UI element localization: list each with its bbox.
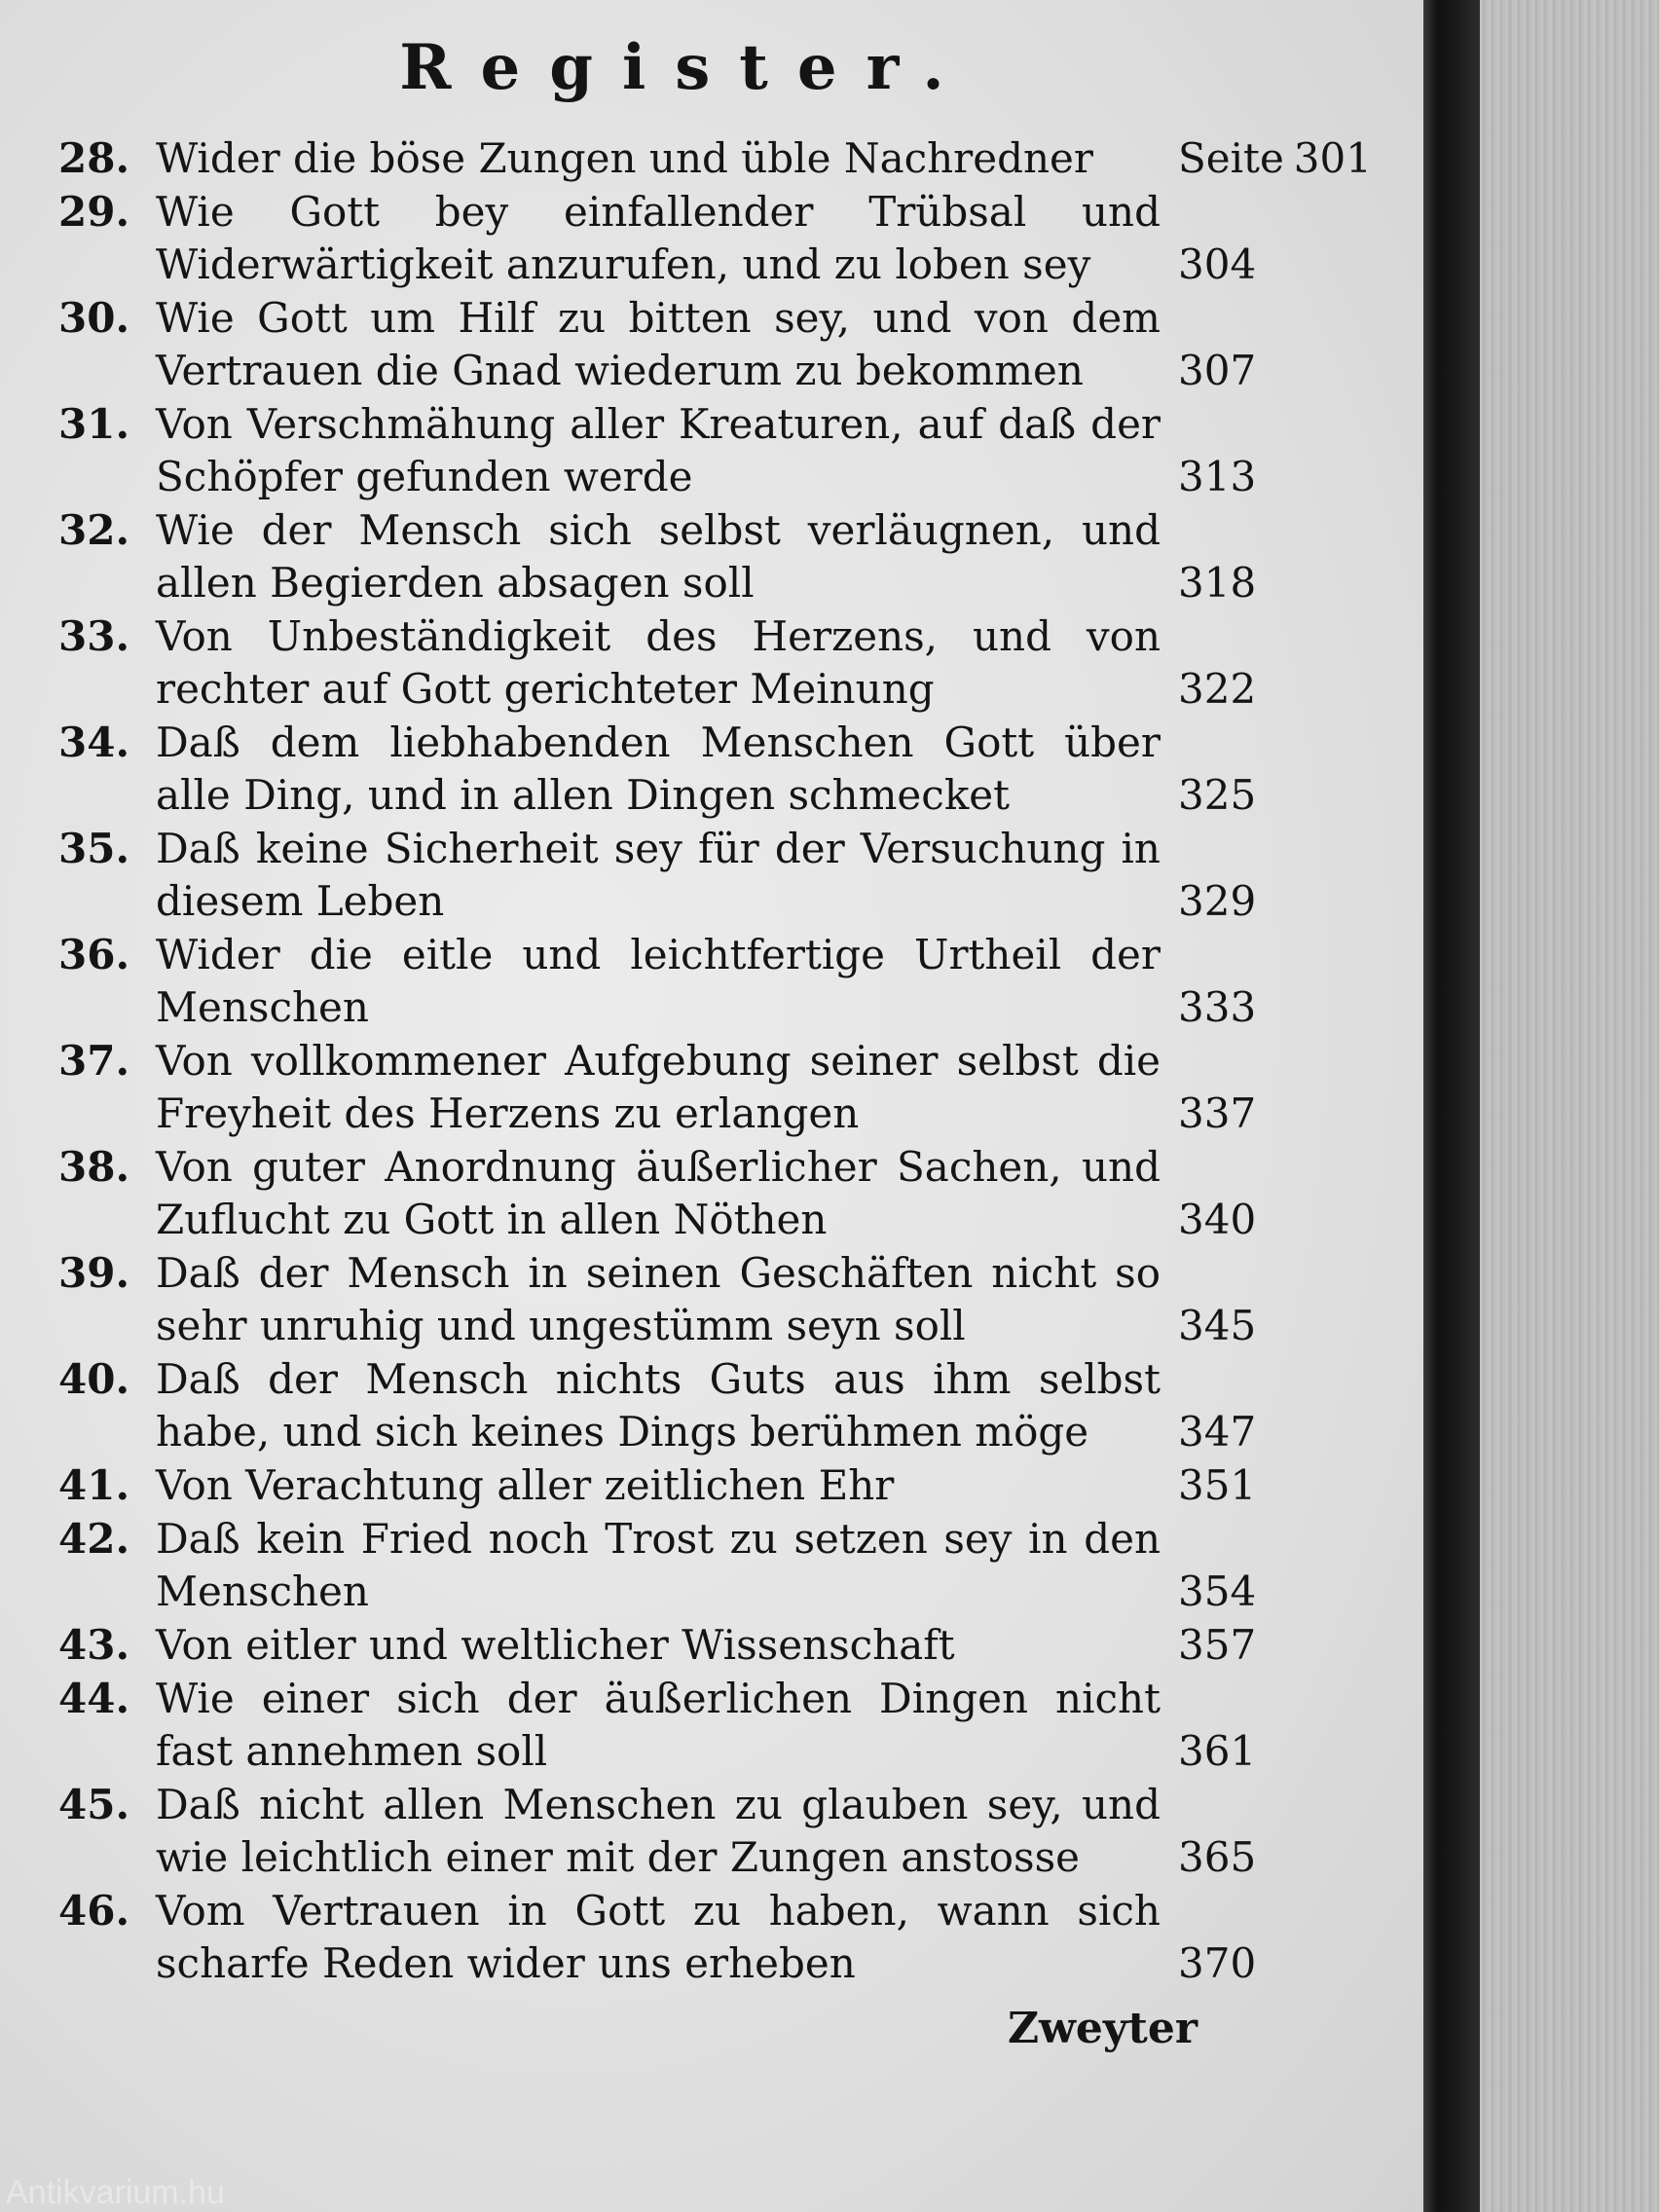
entry-number: 44. <box>58 1675 130 1722</box>
entry-number: 38. <box>58 1143 130 1191</box>
entry-text: Von eitler und weltlicher Wissenschaft <box>156 1621 955 1669</box>
page-number: 313 <box>1178 453 1257 500</box>
page-title: Register. <box>399 31 974 104</box>
entry-number: 39. <box>58 1249 130 1297</box>
entry-number: 29. <box>58 188 130 236</box>
entry-number: 43. <box>58 1621 130 1669</box>
register-list <box>58 132 1372 1990</box>
entry-text: Wider die böse Zungen und üble Nachredner <box>156 134 1093 182</box>
register-entry <box>58 1035 1256 1140</box>
entry-text: Von vollkommener Aufgebung seiner selbst die Freyheit des Herzens zu erlangen <box>156 1037 1161 1137</box>
register-entry <box>58 1141 1256 1246</box>
page-number: 365 <box>1178 1833 1257 1881</box>
page-number: 333 <box>1178 983 1257 1031</box>
page-number: 329 <box>1178 877 1257 925</box>
page-number: 337 <box>1178 1089 1257 1137</box>
register-entry <box>58 929 1256 1034</box>
entry-text: Wie einer sich der äußerlichen Dingen nicht fast annehmen soll <box>156 1675 1161 1775</box>
entry-text: Von guter Anordnung äußerlicher Sachen, und Zuflucht zu Gott in allen Nöthen <box>156 1143 1161 1243</box>
entry-text: Von Verachtung aller zeitlichen Ehr <box>156 1461 895 1509</box>
register-entry <box>58 823 1256 928</box>
entry-text: Daß nicht allen Menschen zu glauben sey, und wie leichtlich einer mit der Zungen anstosse <box>156 1781 1161 1881</box>
register-entry <box>58 504 1256 609</box>
entry-number: 34. <box>58 719 130 766</box>
entry-text: Daß dem liebhabenden Menschen Gott über alle Ding, und in allen Dingen schmecket <box>156 719 1161 819</box>
page-number: 340 <box>1178 1196 1257 1243</box>
background-surface <box>1460 0 1659 2212</box>
entry-number: 45. <box>58 1781 130 1828</box>
page-number: 370 <box>1178 1939 1257 1987</box>
entry-number: 33. <box>58 612 130 660</box>
entry-text: Wie der Mensch sich selbst verläugnen, und allen Begierden absagen soll <box>156 506 1161 607</box>
entry-text: Daß kein Fried noch Trost zu setzen sey in den Menschen <box>156 1515 1161 1615</box>
entry-number: 37. <box>58 1037 130 1085</box>
entry-number: 36. <box>58 931 130 978</box>
page-number: 354 <box>1178 1567 1257 1615</box>
register-entry <box>58 1619 1256 1672</box>
entry-number: 31. <box>58 400 130 448</box>
entry-number: 30. <box>58 294 130 342</box>
entry-text: Von Verschmähung aller Kreaturen, auf daß der Schöpfer gefunden werde <box>156 400 1161 500</box>
register-entry <box>58 292 1256 397</box>
page-number: 347 <box>1178 1408 1257 1456</box>
entry-text: Daß der Mensch in seinen Geschäften nicht so sehr unruhig und ungestümm seyn soll <box>156 1249 1161 1349</box>
register-entry <box>58 717 1256 822</box>
register-entry <box>58 1353 1256 1458</box>
entry-text: Daß der Mensch nichts Guts aus ihm selbst habe, und sich keines Dings berühmen möge <box>156 1355 1161 1456</box>
page-number: 322 <box>1178 665 1257 713</box>
entry-number: 42. <box>58 1515 130 1563</box>
page-number: 307 <box>1178 347 1257 394</box>
entry-number: 40. <box>58 1355 130 1403</box>
page-number: 357 <box>1178 1621 1257 1669</box>
page-number: 361 <box>1178 1727 1257 1775</box>
page-number: 345 <box>1178 1302 1257 1349</box>
register-entry <box>58 186 1256 291</box>
page-number: 304 <box>1178 240 1257 288</box>
catchword: Zweyter <box>1007 2004 1198 2053</box>
watermark-text: Antikvarium.hu <box>6 2174 225 2211</box>
seite-label: Seite <box>1178 134 1284 182</box>
page-number: 318 <box>1178 559 1257 607</box>
register-entry <box>58 610 1256 716</box>
register-entry <box>58 398 1256 503</box>
register-entry <box>58 132 1372 185</box>
entry-text: Wider die eitle und leichtfertige Urtheil der Menschen <box>156 931 1161 1031</box>
page-content <box>58 29 1372 2056</box>
page-number: 325 <box>1178 771 1257 819</box>
register-entry <box>58 1779 1256 1884</box>
register-entry <box>58 1247 1256 1352</box>
register-entry <box>58 1459 1256 1512</box>
book-edge <box>1423 0 1480 2212</box>
register-entry <box>58 1885 1256 1990</box>
page-number: 301 <box>1293 134 1372 182</box>
entry-number: 28. <box>58 134 130 182</box>
page-number: 351 <box>1178 1461 1257 1509</box>
entry-number: 46. <box>58 1887 130 1935</box>
entry-number: 41. <box>58 1461 130 1509</box>
register-entry <box>58 1673 1256 1778</box>
entry-text: Daß keine Sicherheit sey für der Versuchung in diesem Leben <box>156 825 1161 925</box>
entry-number: 35. <box>58 825 130 872</box>
entry-text: Vom Vertrauen in Gott zu haben, wann sich scharfe Reden wider uns erheben <box>156 1887 1161 1987</box>
entry-text: Von Unbeständigkeit des Herzens, und von rechter auf Gott gerichteter Meinung <box>156 612 1161 713</box>
register-entry <box>58 1513 1256 1618</box>
entry-text: Wie Gott bey einfallender Trübsal und Widerwärtigkeit anzurufen, und zu loben sey <box>156 188 1161 288</box>
entry-number: 32. <box>58 506 130 554</box>
entry-text: Wie Gott um Hilf zu bitten sey, und von dem Vertrauen die Gnad wiederum zu bekommen <box>156 294 1161 394</box>
entry-page <box>1178 132 1372 185</box>
